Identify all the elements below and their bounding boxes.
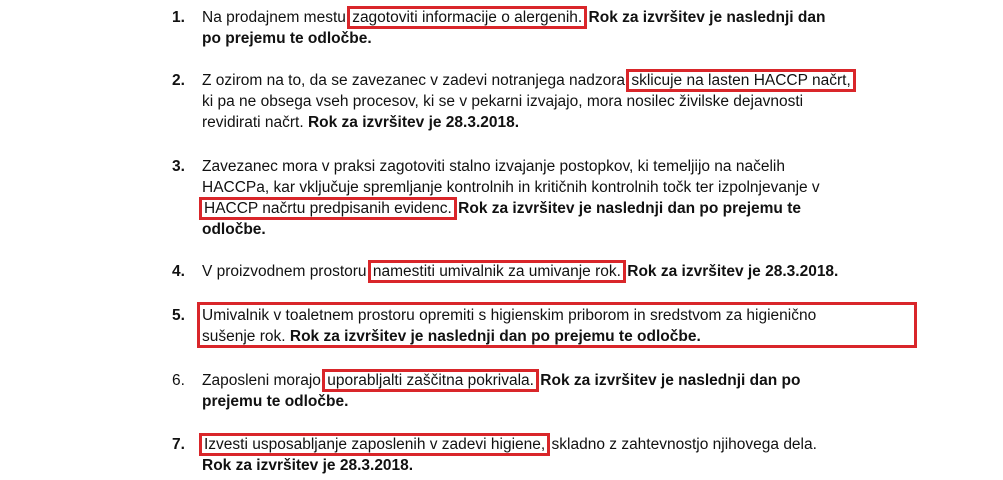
deadline-text: po prejemu te odločbe. xyxy=(202,30,372,47)
list-item-4 xyxy=(172,261,922,282)
highlighted-phrase: sklicuje na lasten HACCP načrt, xyxy=(631,72,851,89)
item-text: V proizvodnem prostoru xyxy=(202,263,371,280)
highlighted-phrase: HACCP načrtu predpisanih evidenc. xyxy=(204,200,452,217)
item-text: skladno z zahtevnostjo njihovega dela. xyxy=(547,436,817,453)
item-number: 4. xyxy=(172,263,185,280)
item-text: Z ozirom na to, da se zavezanec v zadevi notranjega nadzora xyxy=(202,72,630,89)
deadline-text: Rok za izvršitev je 28.3.2018. xyxy=(307,114,520,131)
item-text: revidirati načrt. xyxy=(202,114,308,131)
highlighted-phrase: Izvesti usposabljanje zaposlenih v zadevi higiene, xyxy=(204,436,546,453)
deadline-text: prejemu te odločbe. xyxy=(202,393,349,410)
list-item-7 xyxy=(172,434,922,476)
list-item-6 xyxy=(172,370,922,412)
list-item-3 xyxy=(172,156,922,240)
deadline-text: odločbe. xyxy=(202,221,266,238)
deadline-text: Rok za izvršitev je naslednji dan po prejemu te odločbe. xyxy=(289,328,701,345)
list-item-5 xyxy=(172,305,922,347)
item-number: 6. xyxy=(172,372,185,389)
deadline-text: Rok za izvršitev je naslednji dan xyxy=(584,9,826,26)
item-text: Na prodajnem mestu xyxy=(202,9,351,26)
item-text: HACCPa, kar vključuje spremljanje kontrolnih in kritičnih kontrolnih točk ter izpolnjevanje v xyxy=(202,179,820,196)
list-item-1 xyxy=(172,7,922,49)
item-text: Zavezanec mora v praksi zagotoviti stalno izvajanje postopkov, ki temeljijo na načelih xyxy=(202,158,785,175)
item-text: ki pa ne obsega vseh procesov, ki se v pekarni izvajajo, mora nosilec živilske dejavnosti xyxy=(202,93,804,110)
item-number: 7. xyxy=(172,436,185,453)
item-number: 2. xyxy=(172,72,185,89)
list-item-2 xyxy=(172,70,922,133)
deadline-text: Rok za izvršitev je naslednji dan po xyxy=(535,372,801,389)
item-number: 1. xyxy=(172,9,185,26)
highlighted-phrase: zagotoviti informacije o alergenih. xyxy=(352,9,583,26)
highlighted-phrase: namestiti umivalnik za umivanje rok. xyxy=(372,263,621,280)
highlighted-phrase: uporabljalti zaščitna pokrivala. xyxy=(327,372,534,389)
deadline-text: Rok za izvršitev je 28.3.2018. xyxy=(202,457,414,474)
item-text: sušenje rok. xyxy=(202,328,290,345)
item-number: 5. xyxy=(172,307,185,324)
item-text: Zaposleni morajo xyxy=(202,372,326,389)
item-text: Umivalnik v toaletnem prostoru opremiti s higienskim priborom in sredstvom za higienično xyxy=(202,307,817,324)
item-number: 3. xyxy=(172,158,185,175)
deadline-text: Rok za izvršitev je 28.3.2018. xyxy=(622,263,839,280)
deadline-text: Rok za izvršitev je naslednji dan po prejemu te xyxy=(453,200,801,217)
